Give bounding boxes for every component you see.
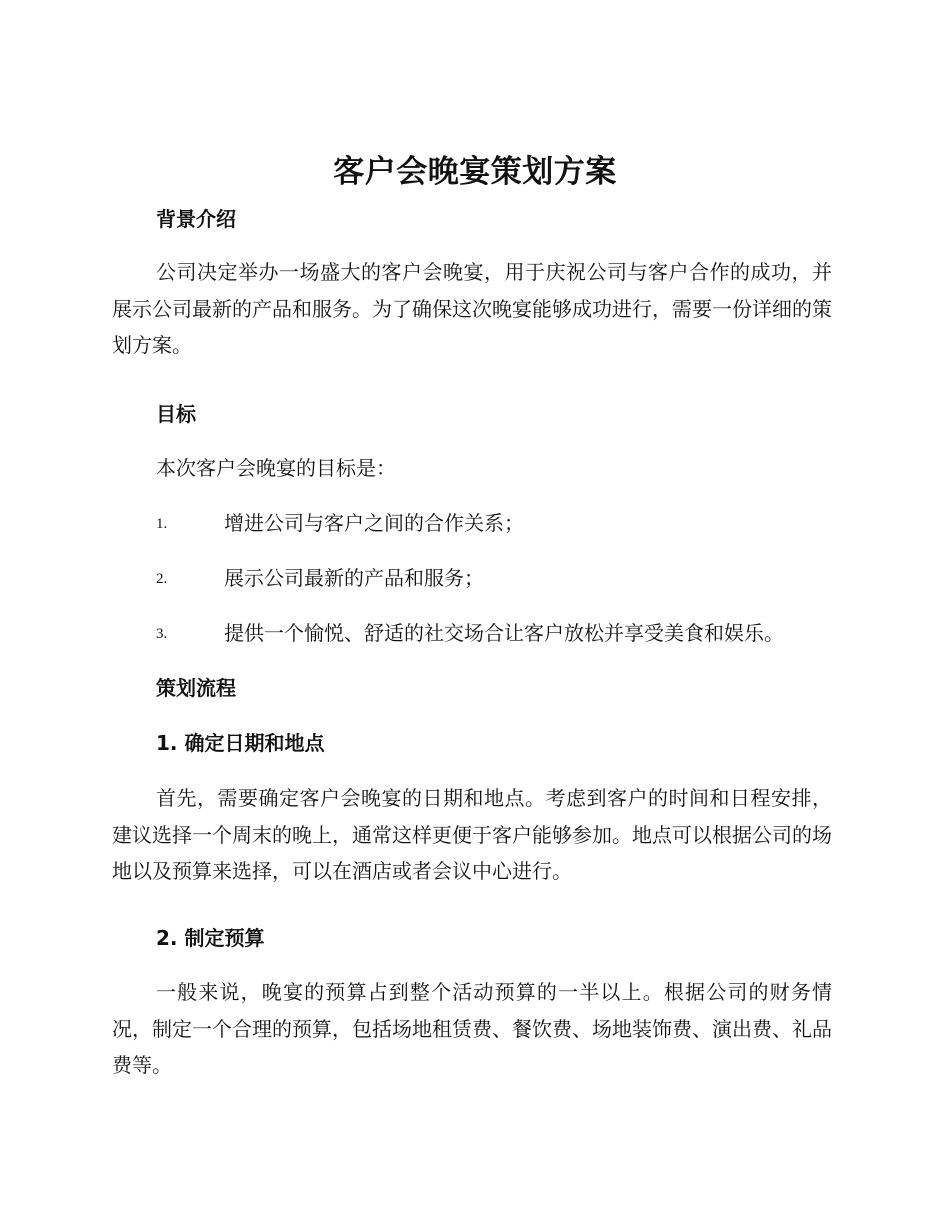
goals-intro: 本次客户会晚宴的目标是： (156, 456, 396, 480)
step1-paragraph: 首先，需要确定客户会晚宴的日期和地点。考虑到客户的时间和日程安排，建议选择一个周末的晚上，通常这样更便于客户能够参加。地点可以根据公司的场地以及预算来选择，可以在酒店或者会议中心进行。 (112, 786, 832, 883)
step-heading-budget: 2. 制定预算 (156, 926, 265, 950)
list-item-text: 提供一个愉悦、舒适的社交场合让客户放松并享受美食和娱乐。 (224, 621, 784, 645)
list-item-text: 增进公司与客户之间的合作关系； (224, 511, 524, 535)
section-heading-goals: 目标 (156, 402, 196, 426)
list-item-number: 3. (156, 626, 168, 642)
document-title: 客户会晚宴策划方案 (333, 154, 617, 190)
list-item-number: 1. (156, 516, 168, 532)
list-item-number: 2. (156, 571, 168, 587)
step-heading-date-location: 1. 确定日期和地点 (156, 731, 325, 755)
list-item-text: 展示公司最新的产品和服务； (224, 566, 484, 590)
background-paragraph: 公司决定举办一场盛大的客户会晚宴，用于庆祝公司与客户合作的成功，并展示公司最新的产品和服务。为了确保这次晚宴能够成功进行，需要一份详细的策划方案。 (112, 260, 832, 357)
section-heading-background: 背景介绍 (156, 207, 236, 231)
section-heading-process: 策划流程 (156, 676, 236, 700)
step2-paragraph: 一般来说，晚宴的预算占到整个活动预算的一半以上。根据公司的财务情况，制定一个合理的预算，包括场地租赁费、餐饮费、场地装饰费、演出费、礼品费等。 (112, 980, 832, 1077)
